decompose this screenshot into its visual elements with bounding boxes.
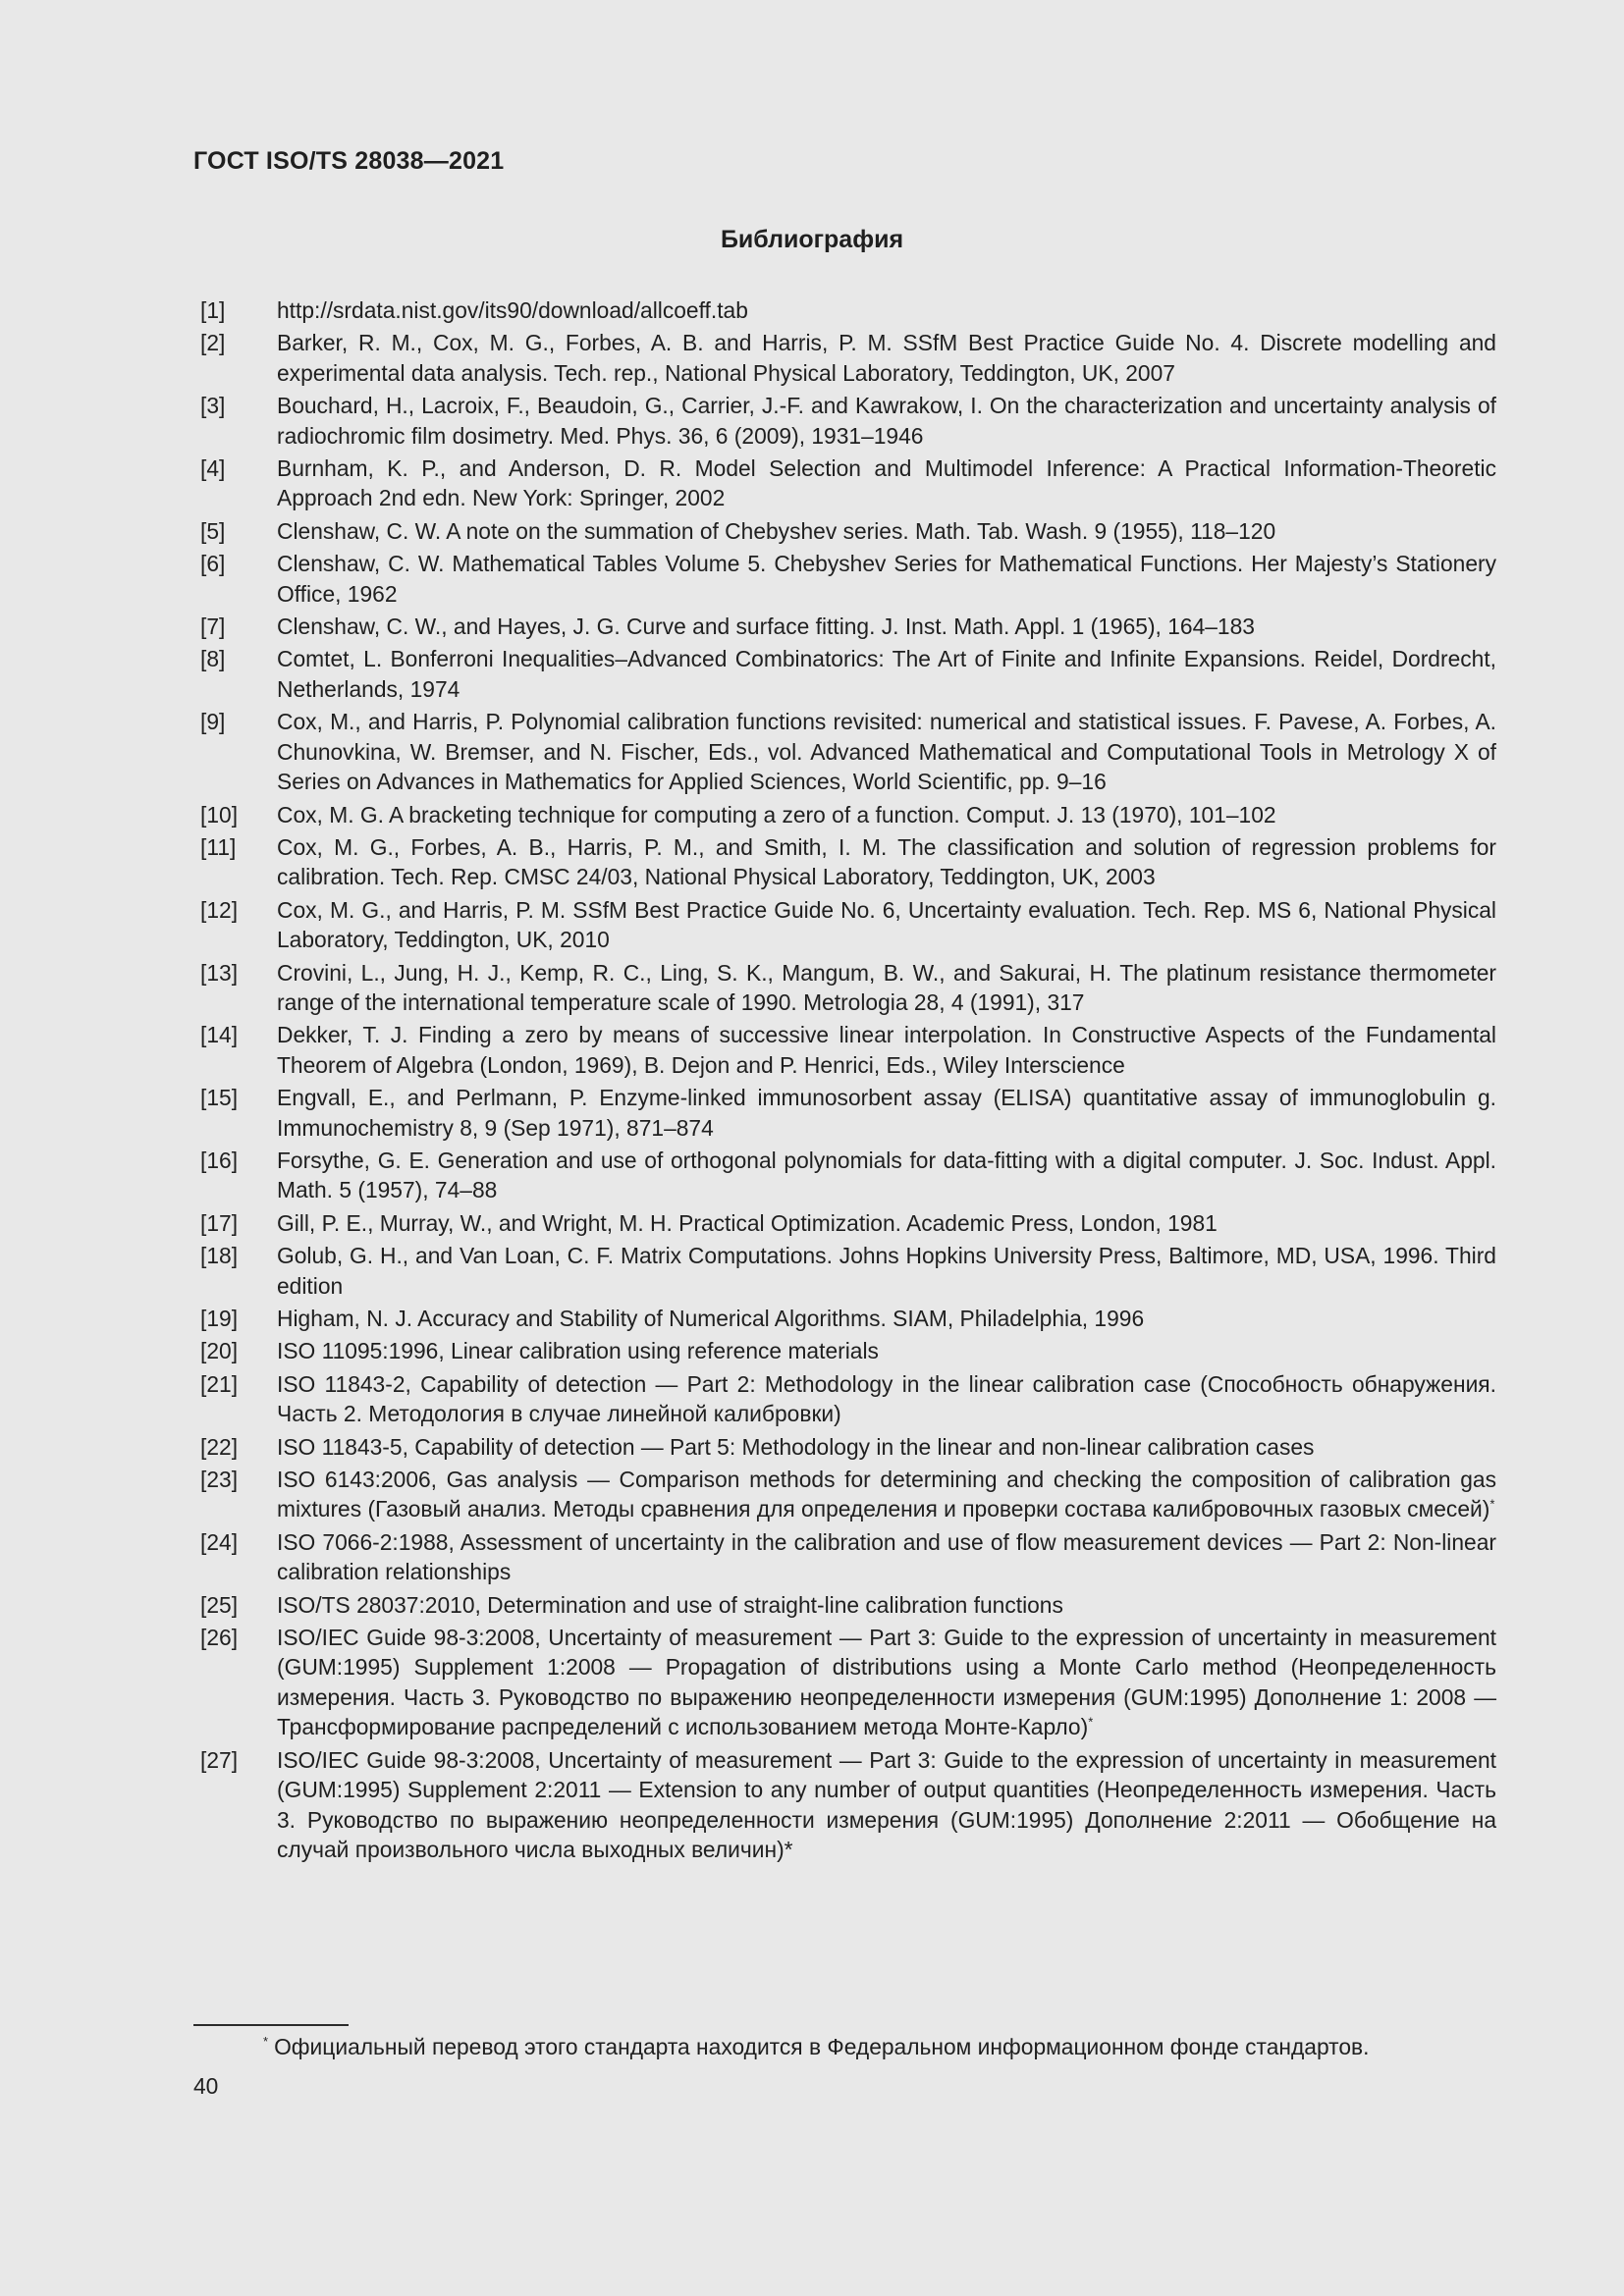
reference-text xyxy=(277,1432,1496,1462)
reference-body: Cox, M. G., Forbes, A. B., Harris, P. M., and Smith, I. M. The classification and solution of regression problems for calibration. Tech. Rep. CMSC 24/03, National Physical Laboratory, Teddington, UK, 2003 xyxy=(277,833,1496,890)
reference-text xyxy=(277,707,1496,796)
reference-item-22 xyxy=(200,1432,1496,1462)
reference-body: ISO 11843-5, Capability of detection — Part 5: Methodology in the linear and non-linear calibration cases xyxy=(277,1433,1315,1460)
reference-number: [6] xyxy=(200,551,226,577)
reference-item-20 xyxy=(200,1336,1496,1365)
reference-item-24 xyxy=(200,1527,1496,1587)
reference-number: [1] xyxy=(200,297,226,323)
reference-body: Dekker, T. J. Finding a zero by means of successive linear interpolation. In Constructive Aspects of the Fundamental Theorem of Algebra (London, 1969), B. Dejon and P. Henrici, Eds., Wiley Interscience xyxy=(277,1022,1496,1078)
reference-body: Cox, M. G., and Harris, P. M. SSfM Best Practice Guide No. 6, Uncertainty evaluation. Tech. Rep. MS 6, National Physical Laboratory, Teddington, UK, 2010 xyxy=(277,896,1496,953)
reference-item-23 xyxy=(200,1465,1496,1524)
footnote xyxy=(263,2032,1369,2061)
reference-body: Clenshaw, C. W., and Hayes, J. G. Curve and surface fitting. J. Inst. Math. Appl. 1 (1965), 164–183 xyxy=(277,614,1255,640)
reference-body: Barker, R. M., Cox, M. G., Forbes, A. B. and Harris, P. M. SSfM Best Practice Guide No. 4. Discrete modelling and experimental data analysis. Tech. rep., National Physical Laboratory, Teddington, UK, 2007 xyxy=(277,330,1496,386)
reference-body: Engvall, E., and Perlmann, P. Enzyme-linked immunosorbent assay (ELISA) quantitative assay of immunoglobulin g. Immunochemistry 8, 9 (Sep 1971), 871–874 xyxy=(277,1085,1496,1141)
reference-number: [14] xyxy=(200,1022,239,1048)
reference-body: Cox, M. G. A bracketing technique for computing a zero of a function. Comput. J. 13 (1970), 101–102 xyxy=(277,801,1276,828)
reference-item-13 xyxy=(200,958,1496,1018)
reference-item-2 xyxy=(200,328,1496,388)
reference-number: [25] xyxy=(200,1591,239,1618)
reference-text xyxy=(277,516,1496,546)
reference-number: [7] xyxy=(200,614,226,640)
reference-text xyxy=(277,832,1496,892)
reference-text xyxy=(277,1146,1496,1205)
reference-number: [23] xyxy=(200,1467,239,1493)
reference-item-15 xyxy=(200,1083,1496,1143)
reference-number: [22] xyxy=(200,1433,239,1460)
reference-body: Higham, N. J. Accuracy and Stability of Numerical Algorithms. SIAM, Philadelphia, 1996 xyxy=(277,1306,1145,1331)
reference-body: Cox, M., and Harris, P. Polynomial calibration functions revisited: numerical and statistical issues. F. Pavese, A. Forbes, A. Chunovkina, W. Bremser, and N. Fischer, Eds., vol. Advanced Mathematical and Computational Tools in Metrology X of Series on Advances in Mathematics for Applied Sciences, World Scientific, pp. 9–16 xyxy=(277,709,1496,795)
reference-body: Burnham, K. P., and Anderson, D. R. Model Selection and Multimodel Inference: A Practical Information-Theoretic Approach 2nd edn. New York: Springer, 2002 xyxy=(277,455,1496,511)
reference-number: [4] xyxy=(200,455,226,482)
reference-number: [11] xyxy=(200,833,237,860)
reference-body: Clenshaw, C. W. Mathematical Tables Volume 5. Chebyshev Series for Mathematical Functions. Her Majesty’s Stationery Office, 1962 xyxy=(277,551,1496,607)
reference-item-9 xyxy=(200,707,1496,796)
footnote-marker: * xyxy=(1489,1496,1495,1512)
reference-number: [17] xyxy=(200,1209,239,1236)
reference-number: [8] xyxy=(200,646,226,672)
reference-text xyxy=(277,391,1496,451)
reference-body: Forsythe, G. E. Generation and use of orthogonal polynomials for data-fitting with a digital computer. J. Soc. Indust. Appl. Math. 5 (1957), 74–88 xyxy=(277,1147,1496,1203)
reference-text xyxy=(277,549,1496,609)
reference-body: Crovini, L., Jung, H. J., Kemp, R. C., Ling, S. K., Mangum, B. W., and Sakurai, H. The platinum resistance thermometer range of the international temperature scale of 1990. Metrologia 28, 4 (1991), 317 xyxy=(277,959,1496,1015)
reference-text xyxy=(277,328,1496,388)
reference-body: Gill, P. E., Murray, W., and Wright, M. H. Practical Optimization. Academic Press, London, 1981 xyxy=(277,1209,1218,1236)
reference-item-7 xyxy=(200,612,1496,641)
reference-item-5 xyxy=(200,516,1496,546)
footnote-marker: * xyxy=(1088,1714,1094,1730)
reference-item-11 xyxy=(200,832,1496,892)
reference-body: http://srdata.nist.gov/its90/download/allcoeff.tab xyxy=(277,297,748,323)
reference-text xyxy=(277,1465,1496,1524)
reference-item-19 xyxy=(200,1304,1496,1333)
reference-text xyxy=(277,454,1496,513)
reference-body: ISO 7066-2:1988, Assessment of uncertainty in the calibration and use of flow measurement devices — Part 2: Non-linear calibration relationships xyxy=(277,1528,1496,1585)
footnote-divider xyxy=(193,2024,349,2026)
reference-item-26 xyxy=(200,1623,1496,1742)
reference-body: Bouchard, H., Lacroix, F., Beaudoin, G., Carrier, J.-F. and Kawrakow, I. On the characterization and uncertainty analysis of radiochromic film dosimetry. Med. Phys. 36, 6 (2009), 1931–1946 xyxy=(277,393,1496,449)
reference-number: [19] xyxy=(200,1306,239,1331)
reference-number: [24] xyxy=(200,1528,239,1555)
reference-body: Golub, G. H., and Van Loan, C. F. Matrix Computations. Johns Hopkins University Press, Baltimore, MD, USA, 1996. Third edition xyxy=(277,1243,1496,1299)
bibliography-title: Библиография xyxy=(720,226,904,253)
reference-number: [3] xyxy=(200,393,226,419)
reference-text xyxy=(277,1623,1496,1742)
reference-number: [27] xyxy=(200,1746,239,1773)
reference-item-8 xyxy=(200,644,1496,704)
reference-text xyxy=(277,1590,1496,1620)
reference-text xyxy=(277,1083,1496,1143)
reference-item-27 xyxy=(200,1745,1496,1865)
reference-item-1 xyxy=(200,295,1496,325)
reference-number: [9] xyxy=(200,709,226,735)
reference-item-16 xyxy=(200,1146,1496,1205)
reference-item-17 xyxy=(200,1208,1496,1238)
reference-text xyxy=(277,1369,1496,1429)
reference-item-18 xyxy=(200,1241,1496,1301)
reference-body: Clenshaw, C. W. A note on the summation of Chebyshev series. Math. Tab. Wash. 9 (1955), 118–120 xyxy=(277,517,1276,544)
reference-item-25 xyxy=(200,1590,1496,1620)
reference-text xyxy=(277,644,1496,704)
reference-number: [20] xyxy=(200,1338,239,1364)
reference-number: [10] xyxy=(200,801,239,828)
footnote-text: Официальный перевод этого стандарта находится в Федеральном информационном фонде стандартов. xyxy=(274,2034,1370,2059)
reference-number: [12] xyxy=(200,896,239,923)
reference-item-10 xyxy=(200,800,1496,829)
reference-text xyxy=(277,1745,1496,1865)
reference-number: [13] xyxy=(200,959,239,986)
reference-text xyxy=(277,958,1496,1018)
reference-item-4 xyxy=(200,454,1496,513)
reference-text xyxy=(277,1020,1496,1080)
standard-header: ГОСТ ISO/TS 28038—2021 xyxy=(193,147,505,175)
reference-number: [2] xyxy=(200,330,226,356)
reference-number: [16] xyxy=(200,1147,239,1173)
reference-text xyxy=(277,612,1496,641)
reference-body: ISO/IEC Guide 98-3:2008, Uncertainty of measurement — Part 3: Guide to the expression of uncertainty in measurement (GUM:1995) Supplement 2:2011 — Extension to any number of output quantities (Неопределенность измерения. Часть 3. Руководство по выражению неопределенности измерения (GUM:1995) Дополнение 2:2011 — Обобщение на случай произвольного числа выходных величин)* xyxy=(277,1746,1496,1862)
reference-item-3 xyxy=(200,391,1496,451)
reference-body: ISO 11095:1996, Linear calibration using reference materials xyxy=(277,1338,879,1364)
reference-item-14 xyxy=(200,1020,1496,1080)
reference-body: ISO/TS 28037:2010, Determination and use of straight-line calibration functions xyxy=(277,1591,1063,1618)
reference-text xyxy=(277,1527,1496,1587)
reference-text xyxy=(277,1336,1496,1365)
reference-text xyxy=(277,895,1496,955)
reference-item-21 xyxy=(200,1369,1496,1429)
reference-number: [26] xyxy=(200,1625,239,1651)
reference-body: Comtet, L. Bonferroni Inequalities–Advanced Combinatorics: The Art of Finite and Infinite Expansions. Reidel, Dordrecht, Netherlands, 1974 xyxy=(277,646,1496,702)
reference-body: ISO 6143:2006, Gas analysis — Comparison methods for determining and checking the composition of calibration gas mixtures (Газовый анализ. Методы сравнения для определения и проверки состава калибровочных газовых смесей) xyxy=(277,1467,1496,1522)
footnote-mark: * xyxy=(263,2034,269,2050)
reference-body: ISO 11843-2, Capability of detection — Part 2: Methodology in the linear calibration case (Способность обнаружения. Часть 2. Методология в случае линейной калибровки) xyxy=(277,1370,1496,1427)
reference-text xyxy=(277,1208,1496,1238)
reference-number: [21] xyxy=(200,1370,239,1397)
reference-list xyxy=(200,295,1496,1867)
reference-text xyxy=(277,295,1496,325)
reference-number: [18] xyxy=(200,1243,239,1269)
reference-text xyxy=(277,800,1496,829)
reference-text xyxy=(277,1241,1496,1301)
reference-body: ISO/IEC Guide 98-3:2008, Uncertainty of measurement — Part 3: Guide to the expression of uncertainty in measurement (GUM:1995) Supplement 1:2008 — Propagation of distributions using a Monte Carlo method (Неопределенность измерения. Часть 3. Руководство по выражению неопределенности измерения (GUM:1995) Дополнение 1: 2008 — Трансформирование распределений с использованием метода Монте-Карло) xyxy=(277,1625,1496,1740)
reference-number: [15] xyxy=(200,1085,239,1111)
reference-text xyxy=(277,1304,1496,1333)
reference-item-6 xyxy=(200,549,1496,609)
reference-number: [5] xyxy=(200,517,226,544)
page-number: 40 xyxy=(193,2073,219,2099)
reference-item-12 xyxy=(200,895,1496,955)
